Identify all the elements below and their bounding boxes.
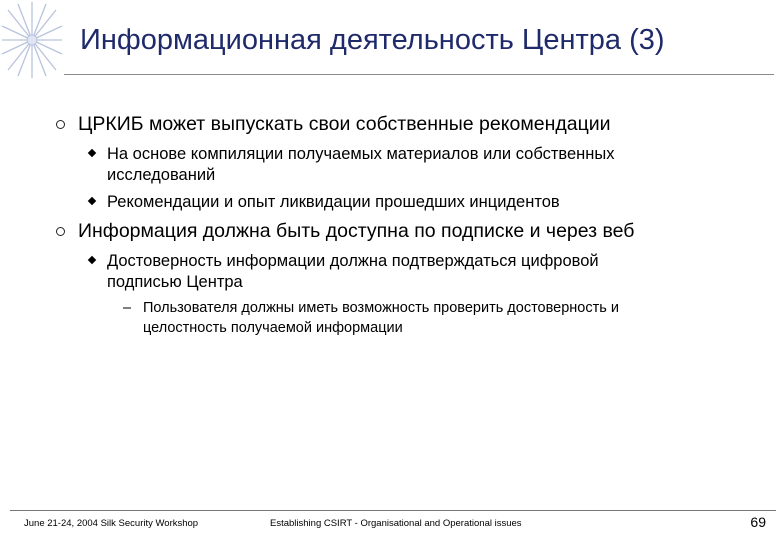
- footer-left: June 21-24, 2004 Silk Security Workshop: [24, 518, 199, 529]
- bullet-1-text: ЦРКИБ может выпускать свои собственные рекомендации: [78, 113, 611, 135]
- bullet-1: [78, 113, 611, 136]
- footer-center: Establishing CSIRT - Organisational and Operational issues: [270, 518, 522, 529]
- bullet-2-subsub-1: [123, 298, 753, 338]
- bullet-1-sub-1: [107, 144, 747, 186]
- page-number: 69: [750, 514, 766, 530]
- starburst-icon: [0, 0, 64, 80]
- bullet-2-subsub-1-line-1: Пользователя должны иметь возможность проверить достоверность и: [143, 300, 619, 316]
- dash-bullet: –: [123, 300, 132, 316]
- bullet-2-sub-1-line-2: подписью Центра: [107, 273, 243, 291]
- slide-title: Информационная деятельность Центра (3): [80, 24, 665, 56]
- bullet-2-subsub-1-line-2: целостность получаемой информации: [143, 320, 403, 336]
- bullet-2-sub-1: [107, 251, 747, 293]
- bullet-1-sub-2: [107, 192, 747, 213]
- diamond-bullet-icon: [88, 197, 96, 205]
- bullet-2: [78, 220, 634, 243]
- hollow-circle-bullet-icon: [56, 227, 65, 236]
- bullet-1-sub-1-line-2: исследований: [107, 166, 216, 184]
- hollow-circle-bullet-icon: [56, 120, 65, 129]
- diamond-bullet-icon: [88, 256, 96, 264]
- bullet-2-text: Информация должна быть доступна по подписке и через веб: [78, 220, 635, 242]
- bullet-1-sub-1-line-1: На основе компиляции получаемых материалов или собственных: [107, 145, 615, 163]
- title-divider: [64, 74, 774, 75]
- bullet-2-sub-1-line-1: Достоверность информации должна подтверждаться цифровой: [107, 252, 599, 270]
- diamond-bullet-icon: [88, 149, 96, 157]
- footer-divider: [10, 510, 776, 511]
- bullet-1-sub-2-text: Рекомендации и опыт ликвидации прошедших инцидентов: [107, 193, 560, 211]
